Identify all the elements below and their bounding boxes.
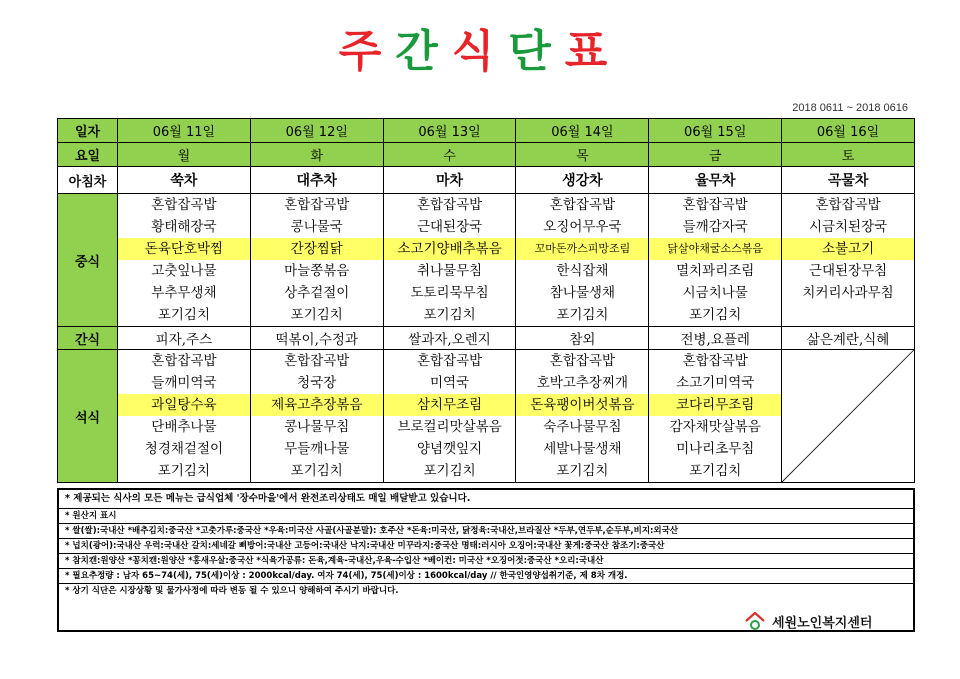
title-char: 식	[451, 26, 509, 77]
period-range: 2018 0611 ~ 2018 0616	[792, 102, 908, 114]
dinner-day-cell	[516, 350, 649, 483]
note-nutrition: * 필요추정량 : 남자 65~74(세), 75(세)이상 : 2000kcal/day. 여자 74(세), 75(세)이상 : 1600kcal/day // 한국인영양섭취기준, 제 8차 개정.	[59, 569, 913, 584]
dish: 도토리묵무침	[410, 285, 489, 301]
lunch-day-cell	[383, 194, 516, 327]
main-dish: 소고기양배추볶음	[384, 238, 516, 260]
dish: 한식잡채	[556, 263, 609, 279]
dinner-day-cell	[250, 350, 383, 483]
dish: 미나리초무침	[676, 441, 755, 457]
dish: 상추겉절이	[284, 285, 350, 301]
dish: 포기김치	[689, 463, 742, 479]
dish: 포기김치	[157, 307, 210, 323]
dinner-day-cell	[383, 350, 516, 483]
dish: 콩나물무침	[284, 419, 350, 435]
date-cell: 06월 16일	[782, 119, 915, 143]
page-title	[0, 22, 960, 82]
main-dish: 소불고기	[782, 238, 914, 260]
dish: 무들깨나물	[284, 441, 350, 457]
dish: 호박고추장찌개	[536, 375, 629, 391]
tea-cell: 곡물차	[782, 167, 915, 194]
tea-cell: 쑥차	[118, 167, 251, 194]
lunch-row	[58, 194, 915, 327]
dish: 소고기미역국	[676, 375, 755, 391]
main-dish: 돈육팽이버섯볶음	[516, 394, 648, 416]
dinner-label: 석식	[58, 350, 118, 483]
dish: 브로컬리맛살볶음	[397, 419, 502, 435]
dish: 포기김치	[423, 463, 476, 479]
note-disclaimer: * 상기 식단은 시장상황 및 물가사정에 따라 변동 될 수 있으니 양해하여 주시기 바랍니다.	[65, 586, 399, 596]
date-label: 일자	[58, 119, 118, 143]
dish: 시금치나물	[682, 285, 748, 301]
dish: 포기김치	[290, 463, 343, 479]
main-dish: 삼치무조림	[384, 394, 516, 416]
main-dish: 제육고추장볶음	[251, 394, 383, 416]
dish: 마늘쫑볶음	[284, 263, 350, 279]
dish: 포기김치	[556, 463, 609, 479]
dish: 혼합잡곡밥	[284, 353, 350, 369]
tea-cell: 마차	[383, 167, 516, 194]
dinner-row	[58, 350, 915, 483]
dish: 청국장	[297, 375, 337, 391]
dish: 근대된장국	[416, 219, 483, 235]
dish: 감자채맛살볶음	[669, 419, 761, 435]
day-label: 요일	[58, 143, 118, 167]
main-dish: 코다리무조림	[649, 394, 781, 416]
main-dish: 닭살야채굴소스볶음	[649, 238, 781, 260]
organization-name: 세원노인복지센터	[772, 615, 873, 631]
tea-cell: 대추차	[250, 167, 383, 194]
dinner-day-cell	[649, 350, 782, 483]
title-char: 표	[564, 26, 622, 77]
snack-cell: 전병,요플레	[649, 327, 782, 350]
weekday-cell: 화	[250, 143, 383, 167]
dish: 부추무생채	[151, 285, 217, 301]
note-origin-meat: * 쌀(쌀):국내산 *배추김치:중국산 *고춧가루:중국산 *우육:미국산 사골(사골분말): 호주산 *돈육:미국산, 닭정육:국내산,브라질산 *두부,연두부,순두부,비지:외국산	[59, 524, 913, 539]
dish: 혼합잡곡밥	[151, 353, 217, 369]
dish: 취나물무침	[416, 263, 483, 279]
lunch-day-cell	[118, 194, 251, 327]
dish: 단배추나물	[151, 419, 217, 435]
no-dinner-cell	[782, 350, 915, 483]
dish: 포기김치	[556, 307, 609, 323]
lunch-day-cell	[782, 194, 915, 327]
dish: 황태해장국	[151, 219, 217, 235]
dish: 근대된장무침	[808, 263, 888, 279]
dish: 혼합잡곡밥	[682, 197, 748, 213]
weekday-cell: 토	[782, 143, 915, 167]
date-cell: 06월 13일	[383, 119, 516, 143]
dish: 혼합잡곡밥	[416, 197, 483, 213]
snack-cell: 쌀과자,오렌지	[383, 327, 516, 350]
dish: 세발나물생채	[543, 441, 622, 457]
snack-cell: 피자,주스	[118, 327, 251, 350]
snack-cell: 참외	[516, 327, 649, 350]
main-dish: 꼬마돈까스피망조림	[516, 238, 648, 260]
main-dish: 간장찜닭	[251, 238, 383, 260]
tea-label: 아침차	[58, 167, 118, 194]
weekly-menu-table	[57, 118, 915, 483]
dish: 포기김치	[689, 307, 742, 323]
dish: 포기김치	[290, 307, 343, 323]
date-row	[58, 119, 915, 143]
weekday-cell: 수	[383, 143, 516, 167]
title-char: 단	[508, 26, 565, 77]
diagonal-strike	[782, 350, 914, 482]
note-origin-heading: * 원산지 표시	[59, 509, 913, 524]
dish: 고춧잎나물	[151, 263, 217, 279]
dish: 청경채겉절이	[144, 441, 224, 457]
dinner-day-cell	[118, 350, 251, 483]
lunch-label: 중식	[58, 194, 118, 327]
main-dish: 돈육단호박찜	[118, 238, 250, 260]
snack-row	[58, 327, 915, 350]
organization-logo	[744, 610, 872, 632]
dish: 혼합잡곡밥	[815, 197, 881, 213]
weekday-cell: 월	[118, 143, 251, 167]
dish: 치커리사과무침	[802, 285, 894, 301]
snack-label: 간식	[58, 327, 118, 350]
note-supplier: * 제공되는 식사의 모든 메뉴는 급식업체 '장수마을'에서 완전조리상태도 매일 배달받고 있습니다.	[59, 490, 913, 509]
date-cell: 06월 11일	[118, 119, 251, 143]
dish: 숙주나물무침	[543, 419, 622, 435]
title-char: 주	[338, 26, 396, 77]
note-origin-fish: * 넙치(광어):국내산 우럭:국내산 갈치:세네갈 삐방어:국내산 고등어:국내산 낙지:국내산 미꾸라지:중국산 명태:러시아 오징어:국내산 꽃게:중국산 참조기:중국산	[59, 539, 913, 554]
dish	[782, 304, 914, 326]
dish: 미역국	[430, 375, 470, 391]
dish: 포기김치	[423, 307, 476, 323]
dish: 혼합잡곡밥	[682, 353, 748, 369]
tea-cell: 생강차	[516, 167, 649, 194]
snack-cell: 삶은계란,식혜	[782, 327, 915, 350]
dish: 양념깻잎지	[416, 441, 483, 457]
tea-cell: 율무차	[649, 167, 782, 194]
dish: 들깨미역국	[151, 375, 217, 391]
lunch-day-cell	[516, 194, 649, 327]
weekday-cell: 목	[516, 143, 649, 167]
snack-cell: 떡볶이,수정과	[250, 327, 383, 350]
dish: 오징어무우국	[543, 219, 622, 235]
dish: 포기김치	[157, 463, 210, 479]
date-cell: 06월 15일	[649, 119, 782, 143]
dish: 참나물생채	[549, 285, 615, 301]
lunch-day-cell	[250, 194, 383, 327]
lunch-day-cell	[649, 194, 782, 327]
dish: 시금치된장국	[808, 219, 888, 235]
title-char: 간	[395, 26, 452, 77]
dish: 혼합잡곡밥	[151, 197, 217, 213]
dish: 들깨감자국	[682, 219, 748, 235]
tea-row	[58, 167, 915, 194]
dish: 혼합잡곡밥	[549, 353, 615, 369]
weekday-cell: 금	[649, 143, 782, 167]
date-cell: 06월 12일	[250, 119, 383, 143]
dish: 혼합잡곡밥	[549, 197, 615, 213]
main-dish: 과일탕수육	[118, 394, 250, 416]
dish: 콩나물국	[290, 219, 343, 235]
note-origin-processed: * 참치캔:원양산 *꽁치캔:원양산 *홍새우살:중국산 *식육가공류: 돈육,계육-국내산,우육-수입산 *베이컨: 미국산 *오징어젓:중국산 *오리:국내산	[59, 554, 913, 569]
dish: 멸치꽈리조림	[676, 263, 755, 279]
house-icon	[744, 611, 766, 631]
dish: 혼합잡곡밥	[416, 353, 483, 369]
date-cell: 06월 14일	[516, 119, 649, 143]
dish: 혼합잡곡밥	[284, 197, 350, 213]
weekday-row	[58, 143, 915, 167]
